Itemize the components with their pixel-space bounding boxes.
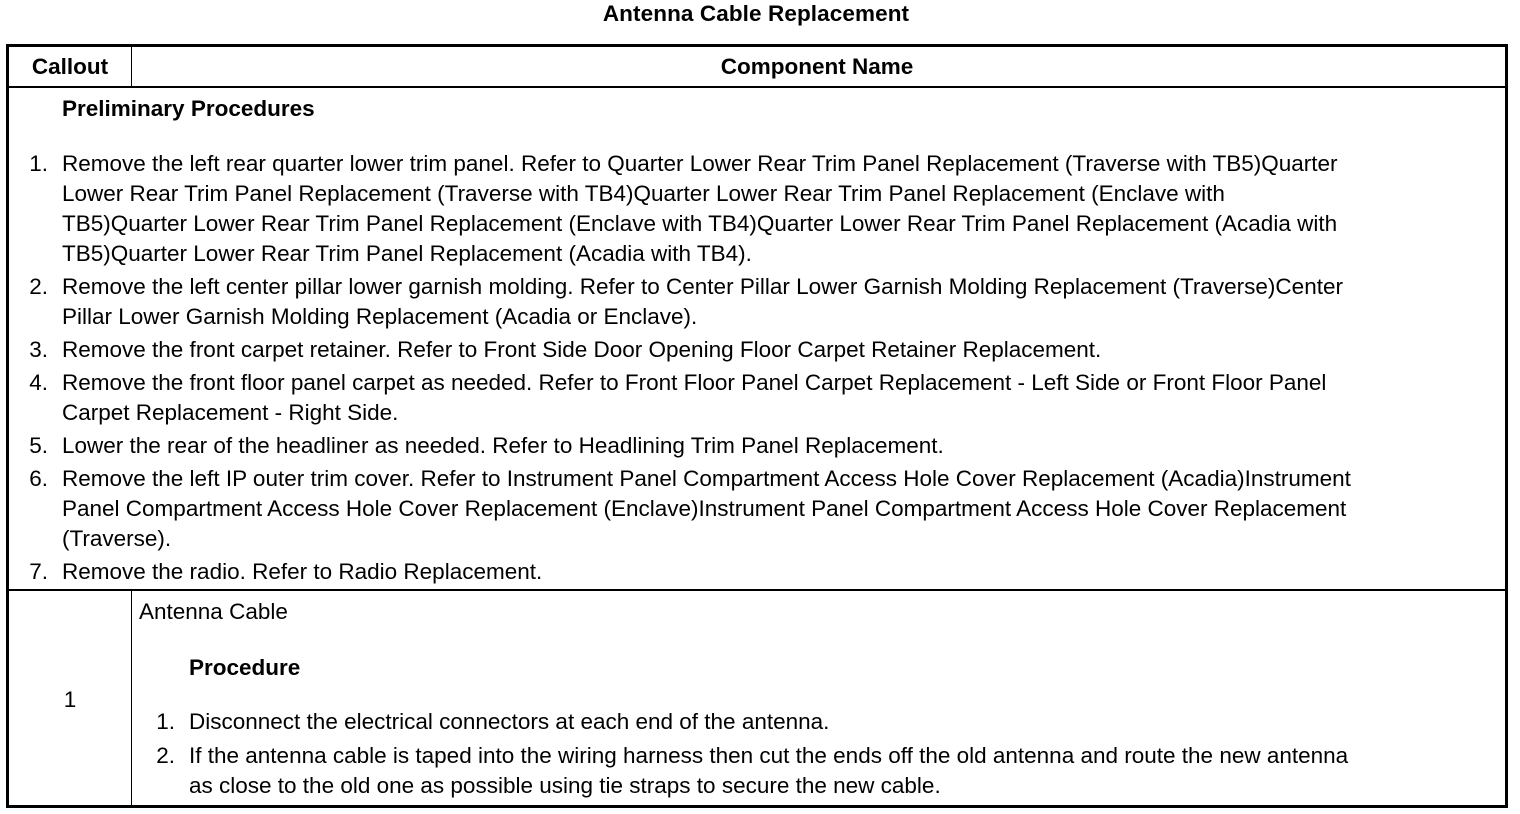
column-divider-row1 <box>131 591 132 805</box>
page-title: Antenna Cable Replacement <box>602 1 910 26</box>
step-text-line: Lower Rear Trim Panel Replacement (Traverse with TB4)Quarter Lower Rear Trim Panel Replacement (Enclave with <box>62 181 1225 206</box>
header-callout: Callout <box>31 54 109 79</box>
step-text-line: Panel Compartment Access Hole Cover Replacement (Enclave)Instrument Panel Compartment Access Hole Cover Replacement <box>62 496 1347 521</box>
step-text-line: Remove the left center pillar lower garnish molding. Refer to Center Pillar Lower Garnish Molding Replacement (Traverse)Center <box>62 274 1343 299</box>
step-text-line: Remove the left rear quarter lower trim panel. Refer to Quarter Lower Rear Trim Panel Replacement (Traverse with TB5)Quarter <box>62 151 1338 176</box>
step-number: 1. <box>156 709 175 734</box>
procedure-heading: Procedure <box>189 655 301 680</box>
step-text-line: Remove the left IP outer trim cover. Refer to Instrument Panel Compartment Access Hole Cover Replacement (Acadia)Instrument <box>62 466 1351 491</box>
step-text-line: Remove the front carpet retainer. Refer to Front Side Door Opening Floor Carpet Retainer Replacement. <box>62 337 1102 362</box>
row-divider <box>9 589 1505 591</box>
component-name: Antenna Cable <box>139 599 288 624</box>
step-text-line: (Traverse). <box>62 526 172 551</box>
step-text-line: Pillar Lower Garnish Molding Replacement (Acadia or Enclave). <box>62 304 698 329</box>
step-text-line: TB5)Quarter Lower Rear Trim Panel Replacement (Acadia with TB4). <box>62 241 752 266</box>
step-text-line: Remove the front floor panel carpet as needed. Refer to Front Floor Panel Carpet Replacement - Left Side or Front Floor Panel <box>62 370 1327 395</box>
step-number: 7. <box>29 559 48 584</box>
step-text-line: Remove the radio. Refer to Radio Replacement. <box>62 559 543 584</box>
step-number: 5. <box>29 433 48 458</box>
step-number: 2. <box>29 274 48 299</box>
step-number: 1. <box>29 151 48 176</box>
callout-number: 1 <box>63 687 77 712</box>
step-number: 3. <box>29 337 48 362</box>
header-component-name: Component Name <box>720 54 914 79</box>
step-number: 6. <box>29 466 48 491</box>
step-number: 4. <box>29 370 48 395</box>
preliminary-heading: Preliminary Procedures <box>62 96 315 121</box>
step-text-line: If the antenna cable is taped into the wiring harness then cut the ends off the old antenna and route the new antenna <box>189 743 1349 768</box>
step-text-line: Lower the rear of the headliner as needed. Refer to Headlining Trim Panel Replacement. <box>62 433 944 458</box>
step-number: 2. <box>156 743 175 768</box>
header-divider <box>9 86 1505 88</box>
step-text-line: TB5)Quarter Lower Rear Trim Panel Replacement (Enclave with TB4)Quarter Lower Rear Trim Panel Replacement (Acadia with <box>62 211 1338 236</box>
step-text-line: Carpet Replacement - Right Side. <box>62 400 399 425</box>
step-text-line: as close to the old one as possible using tie straps to secure the new cable. <box>189 773 941 798</box>
step-text-line: Disconnect the electrical connectors at each end of the antenna. <box>189 709 830 734</box>
